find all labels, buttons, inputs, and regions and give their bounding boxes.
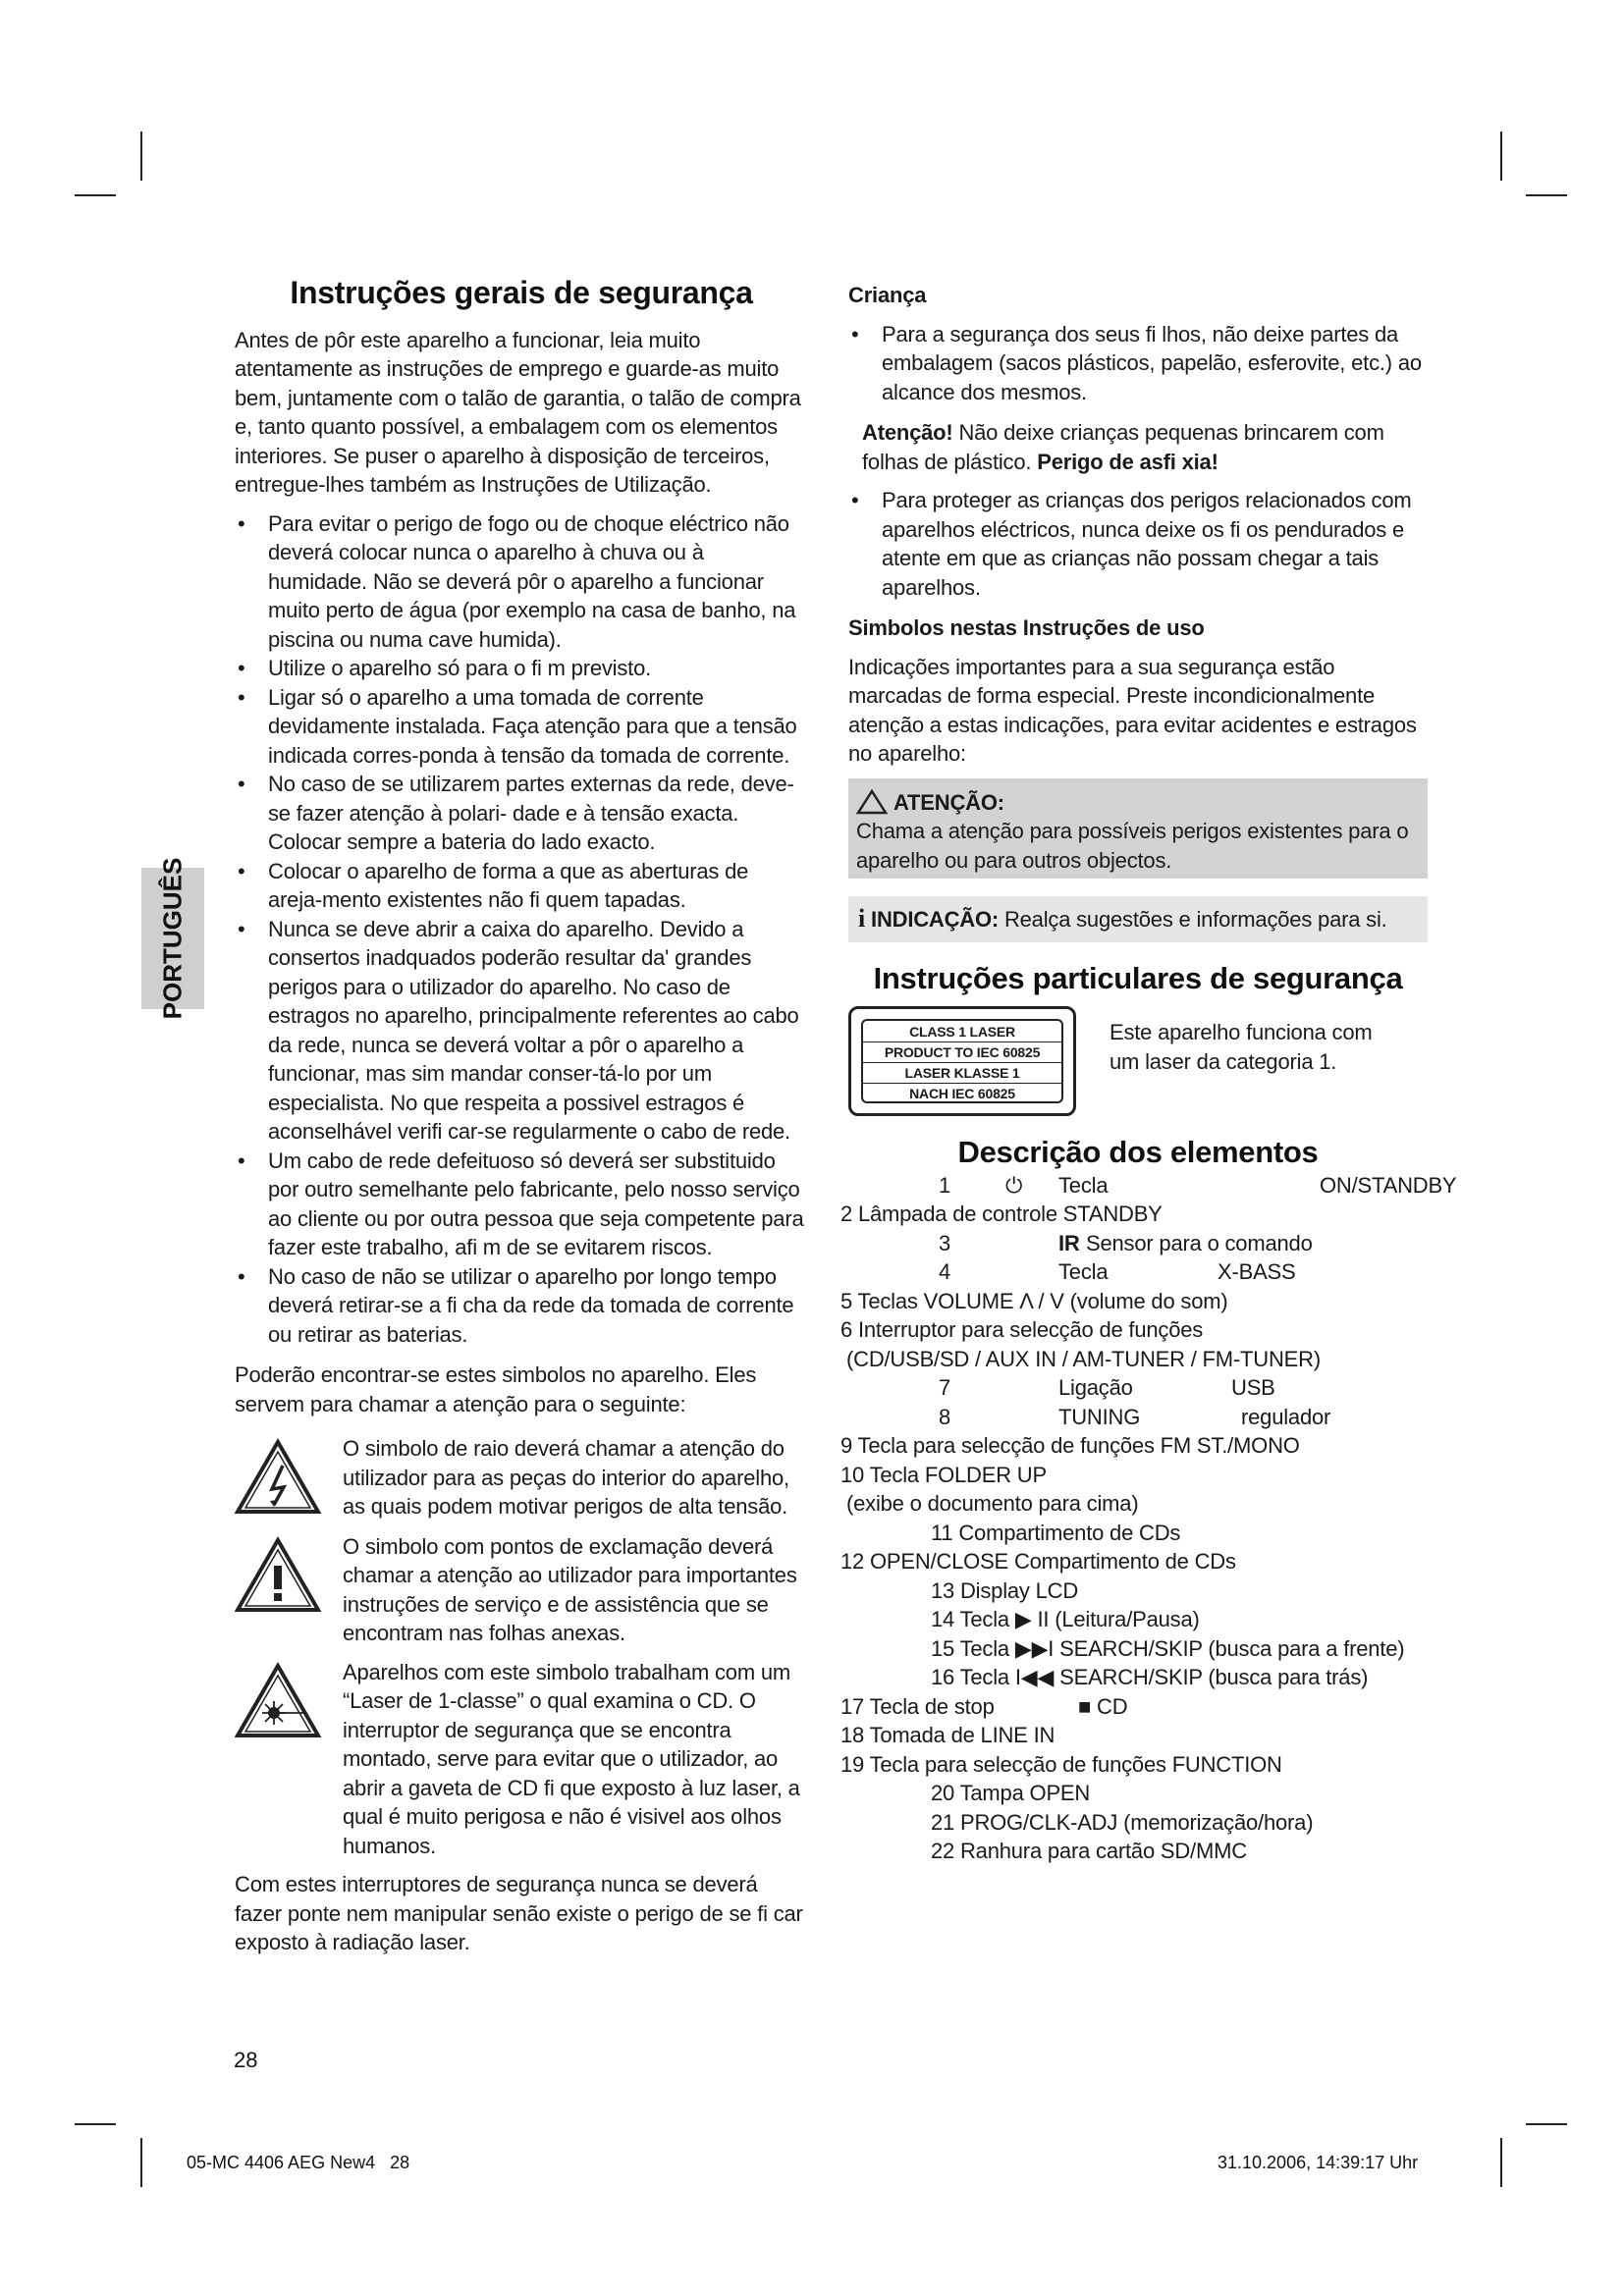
element-list-text: 6 Interruptor para selecção de funções xyxy=(840,1317,1204,1342)
safety-bullet: • No caso de não se utilizar o aparelho por longo tempo deverá retirar-se a fi cha da rede da tomada de corrente ou retirar as baterias. xyxy=(235,1262,808,1350)
element-list-text: ON/STANDBY xyxy=(1320,1172,1457,1198)
lightning-warning-icon xyxy=(235,1434,333,1522)
safety-bullet-list xyxy=(235,509,808,1350)
warning-text: Chama a atenção para possíveis perigos existentes para o aparelho ou para outros objectos. xyxy=(856,819,1409,873)
closing-paragraph: Com estes interruptores de segurança nunca se deverá fazer ponte nem manipular senão existe o perigo de se fi car exposto à radiação laser. xyxy=(235,1872,803,1954)
element-list-item xyxy=(829,1808,1477,1838)
element-list-item xyxy=(829,1721,1477,1750)
symbols-intro-paragraph: Poderão encontrar-se estes simbolos no aparelho. Eles servem para chamar a atenção para o seguinte: xyxy=(235,1362,757,1416)
attention-paragraph xyxy=(848,418,1428,476)
safety-bullet: • Para evitar o perigo de fogo ou de choque eléctrico não deverá colocar nunca o aparelho à chuva ou à humidade. Não se deverá pôr o aparelho a funcionar muito perto de água (por exemplo na casa de banho, na piscina ou numa cave humida). xyxy=(235,509,808,655)
laser-label-line: PRODUCT TO IEC 60825 xyxy=(863,1042,1061,1063)
exclamation-symbol-text: O simbolo com pontos de exclamação deverá chamar a atenção ao utilizador para importantes instruções de serviço e de assistência que se encontram nas folhas anexas. xyxy=(343,1533,797,1645)
element-list-text: Tecla xyxy=(1058,1259,1109,1284)
note-text: Realça sugestões e informações para si. xyxy=(999,907,1387,932)
safety-bullet: • Nunca se deve abrir a caixa do aparelho. Devido a consertos inadquados poderão resultar da' grandes perigos para o utilizador do aparelho. No caso de estragos no aparelho, principalmente referentes ao cabo da rede, nunca se deverá voltar a pôr o aparelho a funcionar, mas sim mandar conser-tá-lo por um especialista. No que respeita a possivel estragos é aconselhável verifi car-se regularmente o cabo de rede. xyxy=(235,915,808,1147)
language-side-tab xyxy=(141,857,204,1020)
exclamation-warning-icon xyxy=(235,1532,333,1648)
child-bullet: • Para proteger as crianças dos perigos relacionados com aparelhos eléctricos, nunca deixe os fi os pendurados e atente em que as crianças não possam chegar a tais aparelhos. xyxy=(848,486,1428,602)
footer-timestamp: 31.10.2006, 14:39:17 Uhr xyxy=(1218,2153,1419,2172)
element-list-text: 5 Teclas VOLUME Λ / V (volume do som) xyxy=(840,1288,1228,1313)
note-box xyxy=(848,896,1428,942)
element-list-text: 1 xyxy=(939,1172,951,1198)
crop-mark xyxy=(1500,2138,1502,2187)
page-number: 28 xyxy=(234,2048,258,2072)
laser-text: Este aparelho funciona com um laser da categoria 1. xyxy=(1110,1020,1373,1074)
element-list-item xyxy=(829,1315,1477,1345)
crop-mark xyxy=(140,132,142,181)
child-bullet-list-2 xyxy=(848,486,1428,602)
symbol-entry xyxy=(235,1532,808,1648)
laser-label-line: CLASS 1 LASER xyxy=(863,1022,1061,1042)
element-list-text: X-BASS xyxy=(1218,1259,1296,1284)
element-list-text: Ligação xyxy=(1058,1375,1133,1400)
element-list-text: 16 Tecla I◀◀ SEARCH/SKIP (busca para trás) xyxy=(931,1665,1369,1689)
attention-label: Atenção! xyxy=(862,420,953,445)
crop-mark xyxy=(1526,2123,1567,2125)
element-list-text: ■ CD xyxy=(1078,1693,1128,1719)
element-list-text: 14 Tecla ▶ II (Leitura/Pausa) xyxy=(931,1607,1200,1631)
element-list-item xyxy=(829,1171,1477,1201)
element-list-item xyxy=(829,1663,1477,1692)
element-list-text: 15 Tecla ▶▶I SEARCH/SKIP (busca para a frente) xyxy=(931,1635,1405,1661)
element-list-text: 12 OPEN/CLOSE Compartimento de CDs xyxy=(840,1549,1236,1574)
element-list-text: USB xyxy=(1231,1375,1275,1400)
element-list-text: 2 Lâmpada de controle STANDBY xyxy=(840,1201,1163,1226)
safety-bullet: • Um cabo de rede defeituoso só deverá ser substituido por outro semelhante pelo fabricante, pelo nosso serviço ao cliente ou por outra pessoa que seja competente para fazer este trabalho, afi m de se evitarem riscos. xyxy=(235,1147,808,1262)
warning-box xyxy=(848,778,1428,880)
element-list-text: IR xyxy=(1058,1230,1080,1255)
element-list-text: 7 xyxy=(939,1375,951,1400)
element-list-text: 11 Compartimento de CDs xyxy=(931,1520,1181,1545)
element-list-text: TUNING xyxy=(1058,1404,1141,1429)
element-list-text: 9 Tecla para selecção de funções FM ST./MONO xyxy=(840,1433,1300,1458)
element-list-text: 13 Display LCD xyxy=(931,1577,1079,1603)
attention-text: Não deixe crianças pequenas brincarem com folhas de plástico. xyxy=(862,420,1384,474)
element-list-text: 18 Tomada de LINE IN xyxy=(840,1723,1056,1747)
element-list-text: regulador xyxy=(1241,1404,1331,1429)
asphyxia-warning: Perigo de asfi xia! xyxy=(1037,449,1218,474)
element-list-item xyxy=(829,1576,1477,1606)
crop-mark xyxy=(75,194,116,196)
element-list-text: 20 Tampa OPEN xyxy=(931,1781,1091,1805)
element-list-item xyxy=(829,1692,1477,1722)
child-bullet: • Para a segurança dos seus fi lhos, não deixe partes da embalagem (sacos plásticos, papelão, esferovite, etc.) ao alcance dos mesmos. xyxy=(848,320,1428,407)
element-list-item xyxy=(829,1519,1477,1548)
warning-triangle-icon xyxy=(856,789,888,815)
element-list-item xyxy=(829,1200,1477,1229)
element-list-item xyxy=(829,1373,1477,1403)
crop-mark xyxy=(1526,194,1567,196)
crop-mark xyxy=(75,2123,116,2125)
safety-bullet: • No caso de se utilizarem partes externas da rede, deve-se fazer atenção à polari- dade e à tensão exacta. Colocar sempre a bateria do lado exacto. xyxy=(235,770,808,857)
crop-mark xyxy=(140,2138,142,2187)
element-list-text: 10 Tecla FOLDER UP xyxy=(840,1462,1047,1487)
element-list-item xyxy=(829,1257,1477,1287)
warning-label: ATENÇÃO: xyxy=(893,789,1004,815)
laser-class-label xyxy=(848,1006,1076,1116)
element-list-item xyxy=(829,1634,1477,1664)
symbols-paragraph: Indicações importantes para a sua segurança estão marcadas de forma especial. Preste incondicionalmente atenção a estas indicações, para evitar acidentes e estragos no aparelho: xyxy=(848,654,1417,766)
left-column xyxy=(235,275,808,1957)
safety-bullet: • Utilize o aparelho só para o fi m previsto. xyxy=(235,654,808,683)
laser-section xyxy=(848,1006,1428,1116)
element-list-text: 4 xyxy=(939,1259,951,1284)
element-list-item xyxy=(829,1461,1477,1490)
element-list-item xyxy=(829,1779,1477,1808)
element-list-text: 3 xyxy=(939,1230,951,1255)
element-list-item xyxy=(829,1837,1477,1866)
element-list-text: 17 Tecla de stop xyxy=(840,1693,995,1719)
info-icon: i xyxy=(858,904,866,933)
element-list-text: Sensor para o comando xyxy=(1086,1230,1313,1255)
language-label: PORTUGUÊS xyxy=(157,857,188,1020)
element-list-text: 19 Tecla para selecção de funções FUNCTION xyxy=(840,1751,1282,1777)
symbols-heading: Simbolos nestas Instruções de uso xyxy=(848,615,1205,640)
element-list-item xyxy=(829,1547,1477,1576)
child-safety-heading: Criança xyxy=(848,283,927,307)
element-list-text: Tecla xyxy=(1058,1172,1109,1198)
element-list-item xyxy=(829,1287,1477,1316)
element-list-item xyxy=(829,1229,1477,1258)
laser-label-line: LASER KLASSE 1 xyxy=(863,1063,1061,1084)
element-list-item xyxy=(829,1489,1477,1519)
particular-safety-title: Instruções particulares de segurança xyxy=(873,960,1403,995)
general-intro-paragraph: Antes de pôr este aparelho a funcionar, leia muito atentamente as instruções de emprego e guarde-as muito bem, juntamente com o talão de garantia, o talão de compra e, tanto quanto possível, a embalagem com os elementos interiores. Se puser o aparelho à disposição de terceiros, entregue-lhes também as Instruções de Utilização. xyxy=(235,327,801,497)
note-label: INDICAÇÃO: xyxy=(871,907,1000,932)
element-list-item xyxy=(829,1403,1477,1432)
element-list-item xyxy=(829,1345,1477,1374)
laser-label-line: NACH IEC 60825 xyxy=(909,1086,1015,1101)
safety-bullet: • Colocar o aparelho de forma a que as aberturas de areja-mento existentes não fi quem tapadas. xyxy=(235,857,808,915)
laser-symbol-text: Aparelhos com este simbolo trabalham com um “Laser de 1-classe” o qual examina o CD. O interruptor de segurança que se encontra montado, serve para evitar que o utilizador, ao abrir a gaveta de CD fi que exposto à luz laser, a qual é muito perigosa e não é visivel aos olhos humanos. xyxy=(343,1659,800,1858)
crop-mark xyxy=(1500,132,1502,181)
element-list-text: 21 PROG/CLK-ADJ (memorização/hora) xyxy=(931,1809,1314,1835)
elements-list xyxy=(829,1171,1477,1866)
element-list-text: (CD/USB/SD / AUX IN / AM-TUNER / FM-TUNER) xyxy=(846,1346,1321,1371)
element-list-text: ⏻ xyxy=(1005,1172,1023,1198)
element-list-text: 22 Ranhura para cartão SD/MMC xyxy=(931,1839,1247,1863)
lightning-symbol-text: O simbolo de raio deverá chamar a atenção do utilizador para as peças do interior do aparelho, as quais podem motivar perigos de alta tensão. xyxy=(343,1436,789,1519)
element-list-text: (exibe o documento para cima) xyxy=(846,1491,1139,1516)
element-list-text: 8 xyxy=(939,1404,951,1429)
footer-file-info: 05-MC 4406 AEG New4 28 xyxy=(187,2153,410,2172)
safety-bullet: • Ligar só o aparelho a uma tomada de corrente devidamente instalada. Faça atenção para que a tensão indicada corres-ponda à tensão da tomada de corrente. xyxy=(235,683,808,771)
right-column xyxy=(840,281,1457,1866)
symbol-entry xyxy=(235,1658,808,1861)
laser-warning-icon xyxy=(235,1658,333,1861)
element-list-item xyxy=(829,1431,1477,1461)
general-safety-title: Instruções gerais de segurança xyxy=(290,275,753,310)
child-bullet-list xyxy=(848,320,1428,407)
element-list-item xyxy=(829,1605,1477,1634)
elements-description-title: Descrição dos elementos xyxy=(957,1135,1319,1169)
element-list-item xyxy=(829,1750,1477,1780)
symbol-entry xyxy=(235,1434,808,1522)
